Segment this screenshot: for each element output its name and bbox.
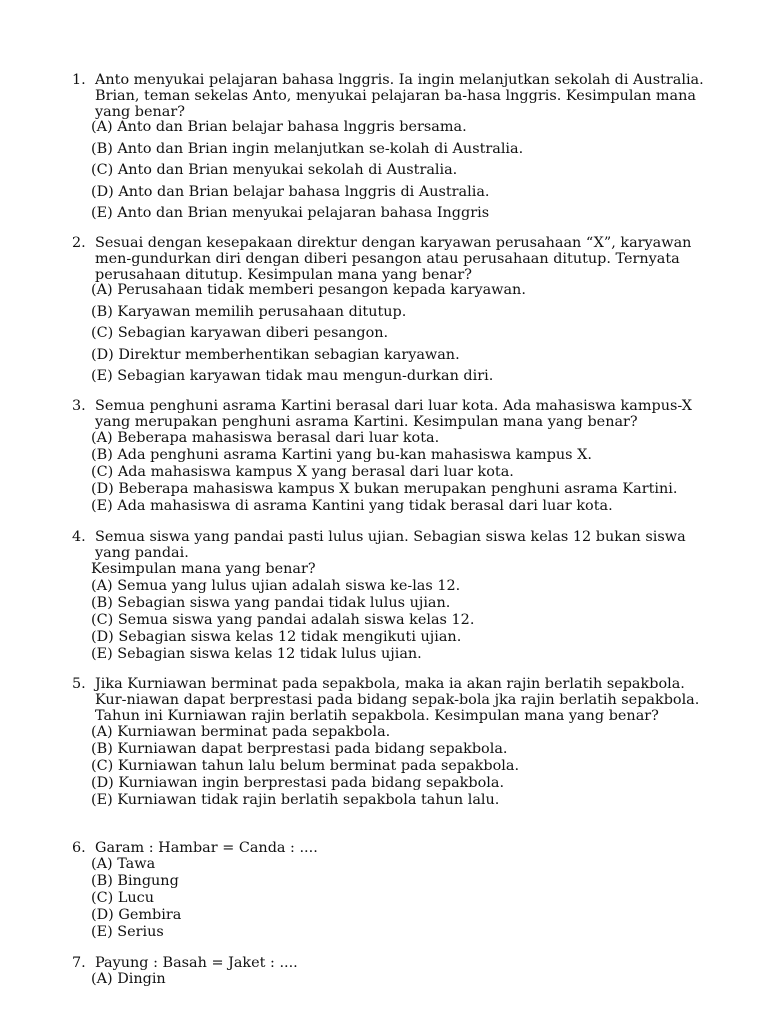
option-list	[0, 430, 768, 515]
option-b: (B) Ada penghuni asrama Kartini yang bu-kan mahasiswa kampus X.	[91, 447, 592, 463]
question-text: Jika Kurniawan berminat pada sepakbola, maka ia akan rajin berlatih sepakbola. Kur-niawan dapat berprestasi pada bidang sepak-bola jka rajin berlatih sepakbola. Tahun ini Kurniawan rajin berlatih sepakbola. Kesimpulan mana yang benar?	[95, 676, 700, 724]
option-e: (E) Ada mahasiswa di asrama Kantini yang tidak berasal dari luar kota.	[91, 498, 613, 514]
question-stem	[0, 72, 768, 120]
option-list	[0, 280, 768, 388]
question-stem	[0, 840, 768, 856]
question-stem	[0, 398, 768, 430]
question-4	[0, 529, 768, 663]
question-number: 4.	[72, 529, 86, 545]
question-2	[0, 235, 768, 388]
question-text: Sesuai dengan kesepakaan direktur dengan karyawan perusahaan “X”, karyawan men-gundurkan diri dengan diberi pesangon atau perusahaan ditutup. Ternyata perusahaan ditutup. Kesimpulan mana yang benar?	[95, 235, 692, 283]
option-c: (C) Semua siswa yang pandai adalah siswa kelas 12.	[91, 612, 475, 628]
option-a: (A) Perusahaan tidak memberi pesangon kepada karyawan.	[91, 282, 526, 298]
option-d: (D) Anto dan Brian belajar bahasa lnggris di Australia.	[91, 183, 490, 200]
option-e: (E) Sebagian siswa kelas 12 tidak lulus ujian.	[91, 646, 422, 662]
option-a: (A) Tawa	[91, 856, 156, 872]
question-3	[0, 398, 768, 515]
option-d: (D) Beberapa mahasiswa kampus X bukan merupakan penghuni asrama Kartini.	[91, 481, 678, 497]
option-a: (A) Anto dan Brian belajar bahasa lnggris bersama.	[91, 119, 467, 135]
question-text: Anto menyukai pelajaran bahasa lnggris. Ia ingin melanjutkan sekolah di Australia. Brian, teman sekelas Anto, menyukai pelajaran ba-hasa lnggris. Kesimpulan mana yang benar?	[95, 72, 704, 120]
question-stem	[0, 529, 768, 561]
option-a: (A) Beberapa mahasiswa berasal dari luar kota.	[91, 430, 440, 446]
question-text: Semua penghuni asrama Kartini berasal dari luar kota. Ada mahasiswa kampus-X yang merupakan penghuni asrama Kartini. Kesimpulan mana yang benar?	[95, 398, 692, 430]
option-c: (C) Ada mahasiswa kampus X yang berasal dari luar kota.	[91, 464, 514, 480]
option-e: (E) Sebagian karyawan tidak mau mengun-durkan diri.	[91, 368, 494, 384]
question-1	[0, 72, 768, 225]
question-text: Payung : Basah = Jaket : ....	[95, 955, 298, 971]
option-d: (D) Kurniawan ingin berprestasi pada bidang sepakbola.	[91, 775, 505, 791]
question-5	[0, 676, 768, 809]
option-b: (B) Karyawan memilih perusahaan ditutup.	[91, 303, 407, 320]
question-number: 1.	[72, 72, 86, 88]
option-d: (D) Gembira	[91, 907, 182, 923]
question-stem	[0, 955, 768, 971]
option-c: (C) Kurniawan tahun lalu belum berminat pada sepakbola.	[91, 758, 520, 774]
option-e: (E) Serius	[91, 924, 164, 940]
option-c: (C) Lucu	[91, 890, 154, 906]
question-text: Semua siswa yang pandai pasti lulus ujian. Sebagian siswa kelas 12 bukan siswa yang pandai.	[95, 529, 686, 561]
option-list	[0, 856, 768, 941]
question-number: 3.	[72, 398, 86, 414]
question-prompt: Kesimpulan mana yang benar?	[91, 561, 316, 577]
option-a: (A) Dingin	[91, 971, 166, 987]
option-c: (C) Anto dan Brian menyukai sekolah di Australia.	[91, 162, 458, 178]
question-number: 2.	[72, 235, 86, 251]
option-d: (D) Direktur memberhentikan sebagian karyawan.	[91, 346, 460, 363]
question-text: Garam : Hambar = Canda : ....	[95, 840, 318, 856]
option-b: (B) Anto dan Brian ingin melanjutkan se-kolah di Australia.	[91, 140, 524, 157]
option-b: (B) Bingung	[91, 873, 179, 889]
option-b: (B) Sebagian siswa yang pandai tidak lulus ujian.	[91, 595, 451, 611]
option-list	[0, 724, 768, 809]
option-d: (D) Sebagian siswa kelas 12 tidak mengikuti ujian.	[91, 629, 462, 645]
question-number: 5.	[72, 676, 86, 692]
option-list	[0, 561, 768, 663]
option-a: (A) Semua yang lulus ujian adalah siswa ke-las 12.	[91, 578, 461, 594]
option-c: (C) Sebagian karyawan diberi pesangon.	[91, 325, 389, 341]
option-b: (B) Kurniawan dapat berprestasi pada bidang sepakbola.	[91, 741, 508, 757]
option-a: (A) Kurniawan berminat pada sepakbola.	[91, 724, 391, 740]
question-6	[0, 840, 768, 941]
question-7	[0, 955, 768, 988]
question-number: 7.	[72, 955, 86, 971]
question-number: 6.	[72, 840, 86, 856]
option-list	[0, 971, 768, 988]
option-e: (E) Anto dan Brian menyukai pelajaran bahasa Inggris	[91, 205, 490, 221]
question-stem	[0, 235, 768, 283]
option-e: (E) Kurniawan tidak rajin berlatih sepakbola tahun lalu.	[91, 792, 500, 808]
option-list	[0, 117, 768, 225]
question-stem	[0, 676, 768, 724]
